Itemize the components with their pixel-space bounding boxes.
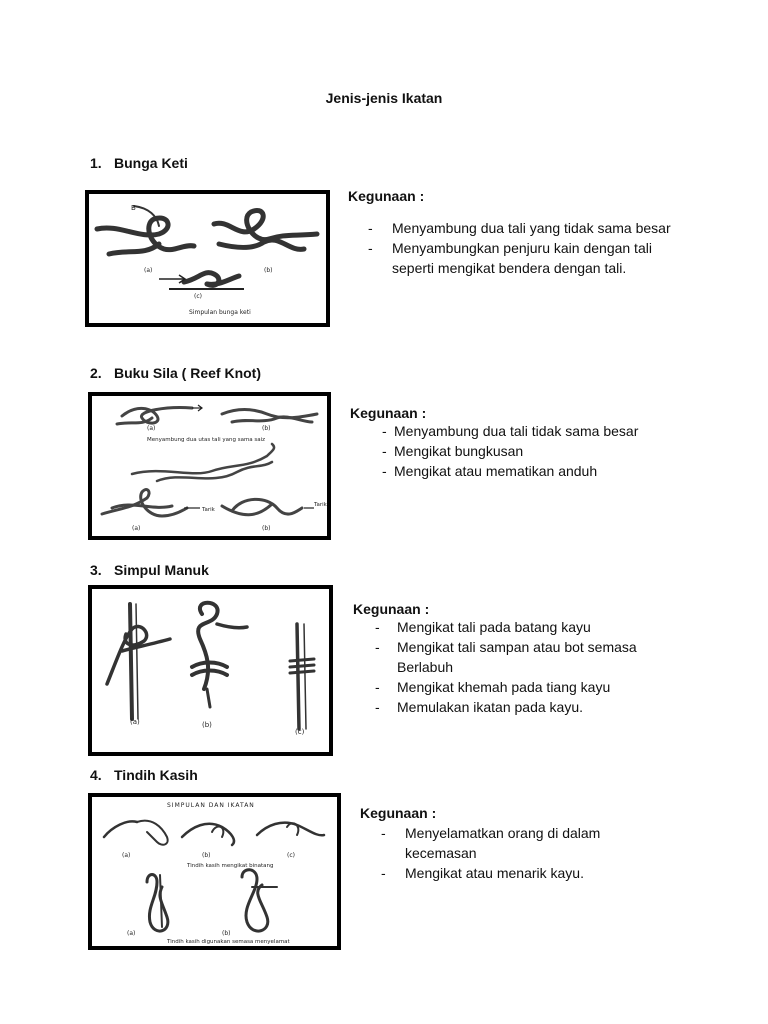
section-title: Tindih Kasih — [114, 767, 198, 783]
figure-label: (a) — [127, 930, 136, 937]
buku-sila-illustration — [88, 392, 331, 540]
bunga-keti-illustration — [85, 190, 330, 327]
tindih-kasih-illustration — [88, 793, 341, 950]
usage-item: - Memulakan ikatan pada kayu. — [375, 699, 583, 715]
section-heading-buku-sila — [90, 365, 261, 381]
figure-label: B — [131, 204, 136, 212]
usage-item: - Menyambungkan penjuru kain dengan tali seperti mengikat bendera dengan tali. — [368, 240, 652, 276]
section-title: Bunga Keti — [114, 155, 188, 171]
usage-list — [360, 823, 660, 883]
figure-label: (b) — [202, 721, 212, 729]
figure-label: (a) — [147, 425, 156, 432]
usage-title: Kegunaan : — [353, 601, 430, 617]
figure-caption: Tindih kasih mengikat binatang — [187, 863, 274, 869]
usage-list — [348, 218, 688, 278]
figure-label: (c) — [295, 728, 305, 736]
usage-item: - Mengikat atau mematikan anduh — [382, 463, 598, 479]
figure-caption: Tindih kasih digunakan semasa menyelamat — [167, 939, 290, 945]
figure-label: (a) — [132, 525, 141, 532]
figure-label: (c) — [194, 293, 202, 300]
figure-label: (b) — [262, 425, 271, 432]
figure-label: (b) — [202, 852, 211, 859]
usage-item: - Mengikat bungkusan — [382, 443, 524, 459]
section-number: 4. — [90, 767, 102, 783]
usage-item: - Menyambung dua tali tidak sama besar — [382, 423, 639, 439]
usage-item: - Mengikat khemah pada tiang kayu — [375, 679, 611, 695]
section-heading-tindih-kasih — [90, 767, 198, 783]
usage-block-buku-sila — [350, 405, 690, 481]
section-number: 1. — [90, 155, 102, 171]
figure-caption: Menyambung dua utas tali yang sama saiz — [147, 437, 266, 443]
figure-label: (a) — [144, 267, 153, 274]
simpul-manuk-illustration — [88, 585, 333, 756]
figure-caption: Simpulan bunga keti — [189, 309, 251, 316]
usage-block-bunga-keti — [348, 188, 688, 278]
figure-label: (a) — [130, 718, 140, 726]
usage-item: - Mengikat tali sampan atau bot semasa Berlabuh — [375, 639, 637, 675]
figure-label: (b) — [222, 930, 231, 937]
figure-heading: SIMPULAN DAN IKATAN — [167, 802, 255, 809]
usage-item: - Mengikat tali pada batang kayu — [375, 619, 591, 635]
usage-title: Kegunaan : — [348, 188, 425, 204]
usage-block-simpul-manuk — [353, 601, 693, 717]
usage-block-tindih-kasih — [360, 805, 660, 883]
usage-item: - Mengikat atau menarik kayu. — [381, 865, 584, 881]
usage-item: - Menyelamatkan orang di dalam kecemasan — [381, 825, 601, 861]
figure-label: (a) — [122, 852, 131, 859]
section-title: Buku Sila ( Reef Knot) — [114, 365, 262, 381]
figure-label: (c) — [287, 852, 295, 859]
section-heading-bunga-keti — [90, 155, 188, 171]
section-number: 3. — [90, 562, 102, 578]
usage-title: Kegunaan : — [360, 805, 437, 821]
figure-label: Tarik — [202, 507, 215, 513]
page-title: Jenis-jenis Ikatan — [325, 90, 443, 106]
usage-list — [353, 617, 693, 717]
figure-label: (b) — [264, 267, 273, 274]
usage-item: - Menyambung dua tali yang tidak sama besar — [368, 220, 671, 236]
usage-list — [350, 421, 690, 481]
section-heading-simpul-manuk — [90, 562, 209, 578]
section-title: Simpul Manuk — [114, 562, 209, 578]
usage-title: Kegunaan : — [350, 405, 427, 421]
figure-label: (b) — [262, 525, 271, 532]
figure-label: Tarik — [314, 502, 327, 508]
section-number: 2. — [90, 365, 102, 381]
